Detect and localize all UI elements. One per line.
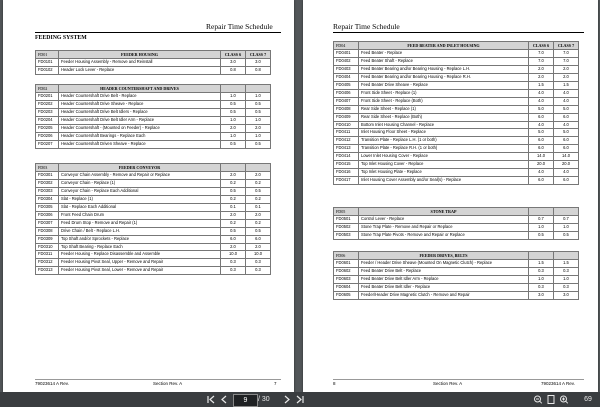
class-7-header [554, 208, 579, 216]
operation-description: Lower Inlet Housing Cover - Replace [359, 153, 529, 161]
class-6-hours: 0.5 [221, 101, 246, 109]
class-6-hours: 0.3 [221, 267, 246, 275]
class-6-hours: 0.3 [529, 284, 554, 292]
operation-description: Header Countershaft - (Mounted on Feeder) - Replace [59, 125, 221, 133]
class-6-hours: 4.0 [529, 89, 554, 97]
table-row [334, 82, 579, 90]
class-6-hours: 6.0 [529, 176, 554, 184]
table-row [36, 172, 271, 180]
class-7-header: CLASS 7 [554, 42, 579, 50]
operation-code: FD0101 [36, 59, 59, 67]
operation-code: FD0407 [334, 97, 359, 105]
table-title-cell: STONE TRAP [359, 208, 529, 216]
operation-code: FD0602 [334, 268, 359, 276]
table-header-row [36, 51, 271, 59]
table-row [36, 235, 271, 243]
operation-description: Stone Trap Plate Pivots - Remove and Repair or Replace [359, 232, 529, 240]
class-7-hours: 0.5 [246, 101, 271, 109]
class-6-hours: 0.1 [221, 204, 246, 212]
class-7-hours: 7.0 [554, 58, 579, 66]
operation-description: Feed Beater Bearing and/or Bearing Housing - Replace R.H. [359, 74, 529, 82]
class-7-hours: 0.5 [246, 227, 271, 235]
operation-description: Feed Drum Stop - Remove and Repair (1) [59, 219, 221, 227]
table-id-cell: FD03 [36, 164, 59, 172]
operation-code: FD0605 [334, 292, 359, 300]
table-row [334, 58, 579, 66]
class-7-hours: 2.0 [246, 125, 271, 133]
table-row [334, 50, 579, 58]
header-rule [333, 32, 584, 33]
class-6-hours: 14.0 [529, 153, 554, 161]
operation-description: Control Lever - Replace [359, 216, 529, 224]
table-title-cell: HEADER COUNTERSHAFT AND DRIVES [59, 85, 221, 93]
previous-page-icon[interactable] [219, 392, 229, 407]
table-header-row [334, 42, 579, 50]
class-7-hours: 6.0 [246, 235, 271, 243]
class-7-header [246, 85, 271, 93]
operation-code: FD0310 [36, 243, 59, 251]
class-6-hours: 7.0 [529, 58, 554, 66]
table-row [36, 101, 271, 109]
last-page-icon[interactable] [295, 392, 305, 407]
operation-code: FD0501 [334, 216, 359, 224]
page-header-title: Repair Time Schedule [333, 22, 400, 31]
table-row [36, 140, 271, 148]
class-6-header: CLASS 6 [529, 42, 554, 50]
operation-code: FD0312 [36, 259, 59, 267]
operation-description: Front Side Sheet - Replace (Both) [359, 97, 529, 105]
class-6-hours: 2.0 [221, 243, 246, 251]
class-6-hours: 6.0 [529, 137, 554, 145]
operation-code: FD0402 [334, 58, 359, 66]
class-7-header [246, 164, 271, 172]
class-6-hours: 1.0 [221, 132, 246, 140]
operation-code: FD0302 [36, 180, 59, 188]
class-7-hours: 0.2 [246, 219, 271, 227]
operation-description: Slat - Replace (1) [59, 196, 221, 204]
table-row [334, 224, 579, 232]
operation-code: FD0413 [334, 145, 359, 153]
operation-description: Front Feed Chain Drum [59, 211, 221, 219]
operation-code: FD0303 [36, 188, 59, 196]
operation-code: FD0307 [36, 219, 59, 227]
zoom-in-icon[interactable] [559, 392, 569, 407]
operation-description: Transition Plate - Replace L.H. (1 or both) [359, 137, 529, 145]
table-row [334, 232, 579, 240]
operation-description: Header Countershaft Drive Belt Idlers - Replace [59, 109, 221, 117]
class-7-hours: 1.5 [554, 260, 579, 268]
operation-code: FD0205 [36, 125, 59, 133]
class-6-hours: 2.0 [221, 172, 246, 180]
page-count-label: / 30 [258, 396, 270, 403]
operation-code: FD0306 [36, 211, 59, 219]
operation-description: Conveyor Chain Assembly - Remove and Repair or Replace [59, 172, 221, 180]
class-6-hours: 0.3 [221, 259, 246, 267]
operation-description: Feed Beater Drive Sheave - Replace [359, 82, 529, 90]
footer-rule [333, 379, 584, 380]
operation-code: FD0415 [334, 161, 359, 169]
pdf-viewer-toolbar [0, 392, 600, 407]
table-row [334, 169, 579, 177]
operation-code: FD0416 [334, 169, 359, 177]
operation-code: FD0412 [334, 137, 359, 145]
table-row [334, 268, 579, 276]
class-6-hours: 0.2 [221, 219, 246, 227]
class-7-hours: 2.0 [554, 74, 579, 82]
class-6-hours: 0.5 [221, 188, 246, 196]
class-7-hours: 2.0 [246, 243, 271, 251]
table-id-cell: FD01 [36, 51, 59, 59]
table-row [334, 161, 579, 169]
operation-code: FD0102 [36, 67, 59, 75]
section-title: FEEDING SYSTEM [35, 35, 87, 41]
footer-section-rev: Section Rev. A [153, 381, 183, 386]
page-number-input[interactable]: 9 [233, 394, 258, 407]
footer-page-number: 8 [333, 381, 336, 386]
document-page-right [303, 0, 598, 392]
operation-code: FD0503 [334, 232, 359, 240]
table-row [36, 180, 271, 188]
table-row [334, 137, 579, 145]
class-7-hours: 0.5 [554, 232, 579, 240]
operation-code: FD0403 [334, 66, 359, 74]
table-row [334, 113, 579, 121]
table-header-row [36, 164, 271, 172]
operation-code: FD0409 [334, 113, 359, 121]
table-row [36, 59, 271, 67]
operation-code: FD0305 [36, 204, 59, 212]
operation-description: Top Shaft Bearing - Replace Each [59, 243, 221, 251]
table-row [36, 211, 271, 219]
operation-description: Header Countershaft Driven Sheave - Replace [59, 140, 221, 148]
footer-page-number: 7 [274, 381, 277, 386]
table-row [36, 125, 271, 133]
class-7-header: CLASS 7 [246, 51, 271, 59]
class-6-hours: 4.0 [529, 169, 554, 177]
class-6-hours: 1.0 [529, 276, 554, 284]
class-7-hours: 5.0 [554, 129, 579, 137]
class-6-hours: 5.0 [529, 105, 554, 113]
table-row [334, 145, 579, 153]
class-7-hours: 0.5 [246, 109, 271, 117]
table-header-row [334, 208, 579, 216]
operation-code: FD0202 [36, 101, 59, 109]
operation-description: Inlet Housing Cover Assembly and/or Seal(s) - Replace [359, 176, 529, 184]
operation-description: Transition Plate - Replace R.H. (1 or both) [359, 145, 529, 153]
operation-description: Header Countershaft Drive Belt - Replace [59, 93, 221, 101]
operation-description: Rear Side Sheet - Replace (Both) [359, 113, 529, 121]
operation-code: FD0417 [334, 176, 359, 184]
first-page-icon[interactable] [206, 392, 216, 407]
class-6-header [529, 208, 554, 216]
operation-description: Drive Chain / Belt - Replace L.H. [59, 227, 221, 235]
operation-code: FD0304 [36, 196, 59, 204]
operation-code: FD0201 [36, 93, 59, 101]
class-7-hours: 6.0 [554, 137, 579, 145]
table-row [334, 153, 579, 161]
table-title-cell: FEEDER DRIVES, BELTS [359, 252, 529, 260]
operation-code: FD0404 [334, 74, 359, 82]
table-row [36, 188, 271, 196]
table-row [334, 260, 579, 268]
operation-description: Feeder Housing - Replace Disassemble and Assemble [59, 251, 221, 259]
operation-description: Header Lock Lever - Replace [59, 67, 221, 75]
operation-description: Header Countershaft Bearings - Replace Each [59, 132, 221, 140]
class-6-hours: 7.0 [529, 50, 554, 58]
operation-description: Conveyor Chain - Replace (1) [59, 180, 221, 188]
class-6-hours: 2.0 [529, 74, 554, 82]
operation-description: Feeder/Header Drive Magnetic Clutch - Remove and Repair [359, 292, 529, 300]
table-id-cell: FD06 [334, 252, 359, 260]
class-7-hours: 14.0 [554, 153, 579, 161]
class-6-header [529, 252, 554, 260]
class-7-hours: 2.0 [246, 172, 271, 180]
operation-description: Rear Side Sheet - Replace (1) [359, 105, 529, 113]
class-6-hours: 2.0 [221, 125, 246, 133]
class-7-hours: 0.2 [246, 180, 271, 188]
footer-section-rev: Section Rev. A [433, 381, 463, 386]
operation-code: FD0203 [36, 109, 59, 117]
class-7-header [554, 252, 579, 260]
operation-description: Header Countershaft Drive Sheave - Replace [59, 101, 221, 109]
table-row [334, 284, 579, 292]
table-row [36, 243, 271, 251]
table-row [334, 121, 579, 129]
operation-code: FD0313 [36, 267, 59, 275]
class-7-hours: 2.0 [246, 211, 271, 219]
page-header-title: Repair Time Schedule [206, 22, 273, 31]
class-6-hours: 0.5 [221, 140, 246, 148]
document-page-left [3, 0, 294, 392]
operation-description: Feed Beater - Replace [359, 50, 529, 58]
operation-code: FD0309 [36, 235, 59, 243]
class-7-hours: 1.0 [554, 224, 579, 232]
operation-description: Feed Beater Drive Belt Idler Arm - Replace [359, 276, 529, 284]
class-7-hours: 4.0 [554, 97, 579, 105]
operation-code: FD0408 [334, 105, 359, 113]
operation-code: FD0405 [334, 82, 359, 90]
table-row [334, 97, 579, 105]
operation-description: Feeder / Header Drive Sheave (Mounted On Magnetic Clutch) - Replace [359, 260, 529, 268]
table-row [36, 204, 271, 212]
operation-code: FD0401 [334, 50, 359, 58]
class-6-header [221, 164, 246, 172]
table-row [36, 227, 271, 235]
operation-code: FD0601 [334, 260, 359, 268]
class-6-header: CLASS 6 [221, 51, 246, 59]
operation-code: FD0311 [36, 251, 59, 259]
class-7-hours: 1.0 [554, 276, 579, 284]
class-6-hours: 1.0 [221, 93, 246, 101]
class-7-hours: 5.0 [554, 105, 579, 113]
class-7-hours: 1.5 [554, 82, 579, 90]
operation-description: Top Inlet Housing Plate - Replace [359, 169, 529, 177]
class-7-hours: 4.0 [554, 89, 579, 97]
next-page-icon[interactable] [282, 392, 292, 407]
table-row [334, 129, 579, 137]
operation-description: Feed Beater Bearing and/or Bearing Housing - Replace L.H. [359, 66, 529, 74]
table-row [334, 66, 579, 74]
operation-code: FD0308 [36, 227, 59, 235]
table-title-cell: FEED BEATER AND INLET HOUSING [359, 42, 529, 50]
table-row [36, 117, 271, 125]
class-6-hours: 20.0 [529, 161, 554, 169]
table-row [36, 93, 271, 101]
operation-description: Front Side Sheet - Replace (1) [359, 89, 529, 97]
class-6-hours: 1.0 [221, 117, 246, 125]
table-header-row [36, 85, 271, 93]
operation-description: Slat - Replace Each Additional [59, 204, 221, 212]
table-id-cell: FD04 [334, 42, 359, 50]
class-6-hours: 0.5 [221, 227, 246, 235]
table-title-cell: FEEDER HOUSING [59, 51, 221, 59]
class-6-hours: 1.0 [529, 224, 554, 232]
table-title-cell: FEEDER CONVEYOR [59, 164, 221, 172]
class-7-hours: 6.0 [554, 113, 579, 121]
table-row [334, 74, 579, 82]
class-6-hours: 0.2 [221, 196, 246, 204]
class-6-hours: 0.8 [221, 67, 246, 75]
operation-code: FD0603 [334, 276, 359, 284]
class-7-hours: 3.0 [246, 59, 271, 67]
class-7-hours: 20.0 [554, 161, 579, 169]
class-7-hours: 3.0 [554, 292, 579, 300]
table-row [334, 105, 579, 113]
table-row [36, 251, 271, 259]
fit-page-icon[interactable] [546, 392, 556, 407]
operation-description: Stone Trap Plate - Remove and Repair or Replace [359, 224, 529, 232]
class-6-hours: 2.0 [529, 66, 554, 74]
operation-code: FD0301 [36, 172, 59, 180]
table-row [36, 259, 271, 267]
table-row [334, 292, 579, 300]
operation-code: FD0206 [36, 132, 59, 140]
class-7-hours: 1.0 [246, 132, 271, 140]
table-row [334, 276, 579, 284]
class-7-hours: 0.2 [246, 196, 271, 204]
operation-code: FD0207 [36, 140, 59, 148]
operation-description: Header Countershaft Drive Belt Idler Arm - Replace [59, 117, 221, 125]
class-7-hours: 2.0 [554, 66, 579, 74]
footer-doc-number: 79023614 A Rev. [541, 381, 575, 386]
table-header-row [334, 252, 579, 260]
operation-description: Feeder Housing Pivot Seal, Upper - Remove and Repair [59, 259, 221, 267]
operation-code: FD0502 [334, 224, 359, 232]
class-6-hours: 6.0 [529, 145, 554, 153]
zoom-level[interactable]: 69 [584, 396, 592, 403]
class-6-hours: 1.5 [529, 260, 554, 268]
class-6-hours: 0.5 [529, 232, 554, 240]
table-row [36, 267, 271, 275]
class-7-hours: 6.0 [554, 145, 579, 153]
table-row [334, 176, 579, 184]
class-6-hours: 2.0 [221, 211, 246, 219]
class-6-hours: 6.0 [221, 235, 246, 243]
operation-description: Feed Beater Drive Belt Idler - Replace [359, 284, 529, 292]
class-7-hours: 0.3 [554, 268, 579, 276]
table-id-cell: FD05 [334, 208, 359, 216]
operation-description: Feeder Housing Pivot Seal, Lower - Remove and Repair [59, 267, 221, 275]
operation-description: Conveyor Chain - Replace Each Additional [59, 188, 221, 196]
operation-description: Feed Beater Drive Belt - Replace [359, 268, 529, 276]
table-row [36, 132, 271, 140]
class-6-hours: 10.0 [221, 251, 246, 259]
zoom-out-icon[interactable] [533, 392, 543, 407]
class-6-header [221, 85, 246, 93]
class-7-hours: 0.1 [246, 204, 271, 212]
operation-description: Top Inlet Housing Cover - Replace [359, 161, 529, 169]
table-row [36, 67, 271, 75]
operation-code: FD0411 [334, 129, 359, 137]
operation-description: Inlet Housing Floor Sheet - Replace [359, 129, 529, 137]
footer-doc-number: 79023614 A Rev. [35, 381, 69, 386]
table-row [36, 219, 271, 227]
table-id-cell: FD02 [36, 85, 59, 93]
class-6-hours: 0.7 [529, 216, 554, 224]
class-7-hours: 4.0 [554, 121, 579, 129]
class-7-hours: 0.3 [246, 267, 271, 275]
class-6-hours: 6.0 [529, 113, 554, 121]
class-7-hours: 6.0 [554, 176, 579, 184]
class-7-hours: 0.5 [246, 140, 271, 148]
table-row [36, 196, 271, 204]
class-6-hours: 0.5 [221, 109, 246, 117]
operation-description: Feeder Housing Assembly - Remove and Reinstall [59, 59, 221, 67]
class-6-hours: 5.0 [529, 129, 554, 137]
class-6-hours: 0.3 [529, 268, 554, 276]
class-7-hours: 4.0 [554, 169, 579, 177]
header-rule [35, 32, 281, 33]
operation-code: FD0410 [334, 121, 359, 129]
table-row [334, 216, 579, 224]
table-row [36, 109, 271, 117]
table-row [334, 89, 579, 97]
class-7-hours: 0.7 [554, 216, 579, 224]
class-7-hours: 0.3 [554, 284, 579, 292]
operation-description: Feed Beater Shaft - Replace [359, 58, 529, 66]
operation-code: FD0414 [334, 153, 359, 161]
operation-code: FD0406 [334, 89, 359, 97]
operation-description: Bottom Inlet Housing Channel - Replace [359, 121, 529, 129]
class-6-hours: 3.0 [529, 292, 554, 300]
class-7-hours: 1.0 [246, 117, 271, 125]
class-6-hours: 3.0 [221, 59, 246, 67]
footer-rule [35, 379, 281, 380]
operation-description: Top Shaft and/or Sprockets - Replace [59, 235, 221, 243]
operation-code: FD0204 [36, 117, 59, 125]
class-6-hours: 1.5 [529, 82, 554, 90]
class-6-hours: 4.0 [529, 121, 554, 129]
class-7-hours: 0.3 [246, 259, 271, 267]
class-6-hours: 0.2 [221, 180, 246, 188]
class-7-hours: 0.8 [246, 67, 271, 75]
class-7-hours: 10.0 [246, 251, 271, 259]
class-6-hours: 4.0 [529, 97, 554, 105]
class-7-hours: 0.5 [246, 188, 271, 196]
class-7-hours: 1.0 [246, 93, 271, 101]
class-7-hours: 7.0 [554, 50, 579, 58]
operation-code: FD0604 [334, 284, 359, 292]
